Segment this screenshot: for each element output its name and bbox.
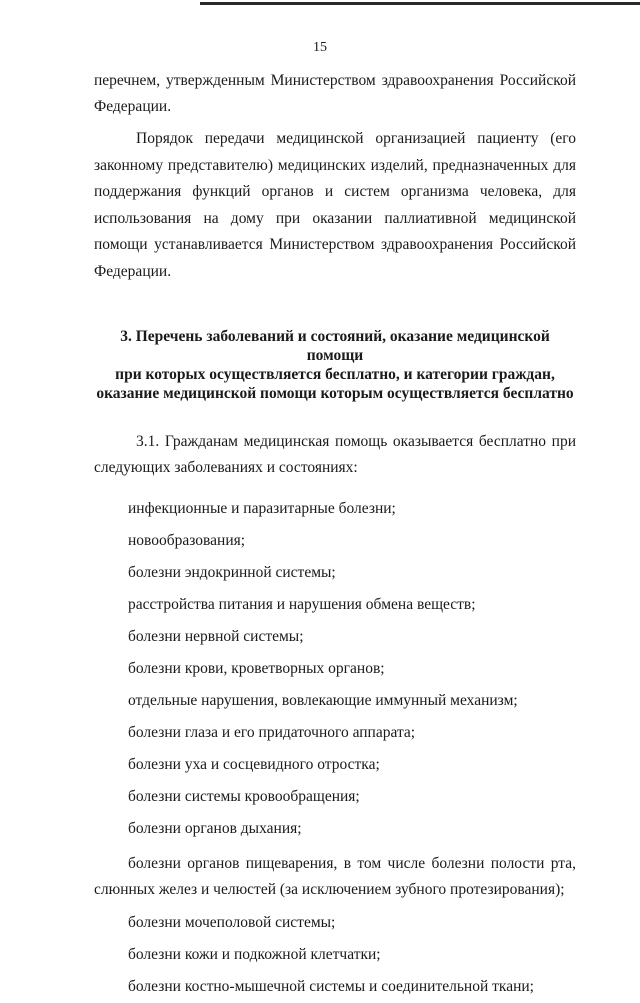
- disease-list: [94, 493, 576, 1003]
- heading-line: при которых осуществляется бесплатно, и категории граждан,: [115, 366, 555, 383]
- list-item: расстройства питания и нарушения обмена веществ;: [128, 596, 476, 613]
- list-item: болезни органов дыхания;: [128, 820, 302, 837]
- list-item: болезни системы кровообращения;: [128, 788, 360, 805]
- document-body: [94, 68, 576, 1003]
- list-item: отдельные нарушения, вовлекающие иммунный механизм;: [128, 692, 518, 709]
- list-item: болезни нервной системы;: [128, 628, 304, 645]
- list-item: болезни мочеполовой системы;: [128, 914, 336, 931]
- list-item: болезни костно-мышечной системы и соединительной ткани;: [128, 978, 534, 995]
- list-item: болезни кожи и подкожной клетчатки;: [128, 946, 381, 963]
- paragraph-line: Федерации.: [94, 98, 172, 115]
- heading-line: 3. Перечень заболеваний и состояний, оказание медицинской помощи: [120, 328, 550, 364]
- paragraph: Порядок передачи медицинской организацией пациенту (его законному представителю) медицинских изделий, предназначенных для поддержания функций органов и систем организма человека, для использования на дому при оказании паллиативной медицинской помощи устанавливается Министерством здравоохранения Российской Федерации.: [94, 130, 576, 280]
- list-item: новообразования;: [128, 532, 246, 549]
- section-heading: [94, 327, 576, 403]
- top-border-line: [200, 2, 640, 5]
- list-item: инфекционные и паразитарные болезни;: [128, 500, 396, 517]
- list-item: болезни крови, кроветворных органов;: [128, 660, 385, 677]
- paragraph-line: перечнем, утвержденным Министерством здравоохранения Российской: [94, 72, 576, 89]
- list-item: болезни уха и сосцевидного отростка;: [128, 756, 380, 773]
- page-number: 15: [313, 40, 327, 55]
- list-item: болезни эндокринной системы;: [128, 564, 336, 581]
- section-intro: 3.1. Гражданам медицинская помощь оказывается бесплатно при следующих заболеваниях и состояниях:: [94, 433, 576, 476]
- list-item: болезни глаза и его придаточного аппарата;: [128, 724, 416, 741]
- list-item: болезни органов пищеварения, в том числе болезни полости рта, слюнных желез и челюстей (за исключением зубного протезирования);: [94, 855, 576, 898]
- heading-line: оказание медицинской помощи которым осуществляется бесплатно: [96, 385, 574, 402]
